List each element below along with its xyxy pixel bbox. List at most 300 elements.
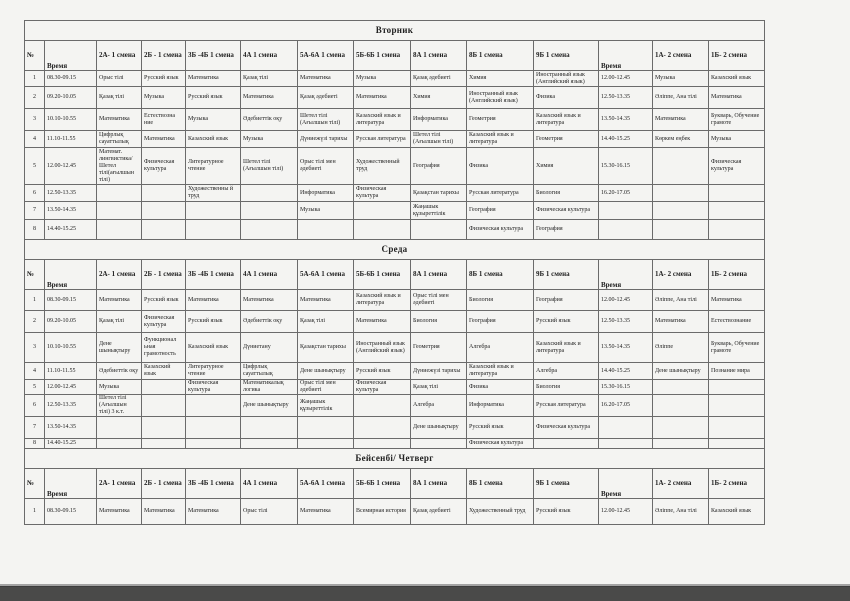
lesson-cell: Математика xyxy=(97,109,142,131)
lesson-cell: Математика xyxy=(298,499,354,525)
lesson-cell: Русский язык xyxy=(354,363,411,380)
lesson-cell: Художественный труд xyxy=(354,148,411,185)
lesson-cell: Музыка xyxy=(709,131,765,148)
header-class: 2Б - 1 смена xyxy=(142,41,186,71)
day-title-row xyxy=(25,449,765,469)
lesson-cell: Физическая культура xyxy=(467,439,534,449)
lesson-cell: Дене шынықтыру xyxy=(97,333,142,363)
lesson-cell: Геометрия xyxy=(534,131,599,148)
lesson-cell: Қазақ тілі xyxy=(411,380,467,395)
lesson-cell: Дене шынықтыру xyxy=(653,363,709,380)
lesson-cell: Цифрлық сауаттылық xyxy=(97,131,142,148)
lesson-cell: Казахский язык и литература xyxy=(467,131,534,148)
lesson-cell: Казахский язык xyxy=(142,363,186,380)
header-class: 2А- 1 смена xyxy=(97,260,142,290)
lesson-cell xyxy=(534,439,599,449)
lesson-cell xyxy=(241,417,298,439)
lesson-cell xyxy=(298,439,354,449)
lesson-cell: Естествознание xyxy=(709,311,765,333)
lesson-cell xyxy=(97,202,142,220)
lesson-cell: Математикалық логика xyxy=(241,380,298,395)
lesson-number: 3 xyxy=(25,109,45,131)
lesson-cell: Иностранный язык (Английский язык) xyxy=(534,71,599,87)
lesson-cell: Әдебиеттік оқу xyxy=(241,311,298,333)
lesson-cell: Химия xyxy=(411,87,467,109)
lesson-cell: Цифрлық сауаттылық xyxy=(241,363,298,380)
lesson-cell: Музыка xyxy=(142,87,186,109)
lesson-time: 15.30-16.15 xyxy=(599,380,653,395)
header-row xyxy=(25,469,765,499)
lesson-cell: Иностранный язык (Английский язык) xyxy=(467,87,534,109)
lesson-cell xyxy=(298,220,354,240)
lesson-cell: Физическая культура xyxy=(186,380,241,395)
lesson-cell: Физическая культура xyxy=(354,380,411,395)
lesson-cell: Музыка xyxy=(298,202,354,220)
lesson-cell: Литературное чтение xyxy=(186,148,241,185)
lesson-row xyxy=(25,395,765,417)
lesson-cell: Орыс тілі мен әдебиеті xyxy=(298,148,354,185)
lesson-cell: Дүниетану xyxy=(241,333,298,363)
lesson-cell: Русский язык xyxy=(186,87,241,109)
lesson-number: 8 xyxy=(25,220,45,240)
header-class: 5Б-6Б 1 смена xyxy=(354,260,411,290)
lesson-cell xyxy=(97,439,142,449)
header-class: 5Б-6Б 1 смена xyxy=(354,469,411,499)
lesson-row xyxy=(25,220,765,240)
lesson-cell xyxy=(653,202,709,220)
lesson-cell: Қазақстан тарихы xyxy=(411,185,467,202)
lesson-cell xyxy=(354,395,411,417)
lesson-row xyxy=(25,439,765,449)
lesson-cell xyxy=(653,417,709,439)
lesson-cell xyxy=(354,439,411,449)
lesson-cell: Физика xyxy=(534,87,599,109)
lesson-cell xyxy=(354,417,411,439)
lesson-cell: Математика xyxy=(186,290,241,311)
lesson-row xyxy=(25,380,765,395)
lesson-cell xyxy=(186,202,241,220)
lesson-cell: Орыс тілі мен әдебиеті xyxy=(298,380,354,395)
lesson-time: 12.00-12.45 xyxy=(599,499,653,525)
lesson-cell: Қазақ тілі xyxy=(298,311,354,333)
lesson-cell xyxy=(411,220,467,240)
lesson-number: 5 xyxy=(25,380,45,395)
lesson-cell: Казахский язык и литература xyxy=(534,333,599,363)
lesson-time: 12.50-13.35 xyxy=(45,185,97,202)
lesson-cell: Математ. лингвистика/ Шетел тілі(ағылшын тілі) xyxy=(97,148,142,185)
lesson-number: 8 xyxy=(25,439,45,449)
lesson-cell: Русский язык xyxy=(534,499,599,525)
lesson-cell xyxy=(709,220,765,240)
header-class: 4А 1 смена xyxy=(241,41,298,71)
lesson-cell: Казахский язык xyxy=(709,499,765,525)
lesson-cell: Дүниежүзі тарихы xyxy=(411,363,467,380)
day-title: Среда xyxy=(25,240,765,260)
lesson-cell xyxy=(653,439,709,449)
lesson-cell xyxy=(97,417,142,439)
lesson-cell: Орыс тілі мен әдебиеті xyxy=(411,290,467,311)
lesson-cell xyxy=(709,202,765,220)
lesson-cell: Физическая культура xyxy=(709,148,765,185)
lesson-cell xyxy=(142,185,186,202)
header-class: 1А- 2 смена xyxy=(653,41,709,71)
lesson-cell: Қазақ тілі xyxy=(97,87,142,109)
lesson-cell: Математика xyxy=(241,290,298,311)
lesson-cell: Русский язык xyxy=(186,311,241,333)
lesson-cell xyxy=(142,417,186,439)
lesson-cell xyxy=(709,185,765,202)
lesson-cell: Информатика xyxy=(411,109,467,131)
header-class: Время xyxy=(599,260,653,290)
lesson-cell xyxy=(186,220,241,240)
lesson-cell xyxy=(97,220,142,240)
header-class: 8А 1 смена xyxy=(411,260,467,290)
lesson-cell: Математика xyxy=(354,87,411,109)
lesson-cell xyxy=(411,439,467,449)
lesson-cell: Қазақ тілі xyxy=(97,311,142,333)
lesson-cell: Букварь, Обучение грамоте xyxy=(709,109,765,131)
lesson-cell xyxy=(653,220,709,240)
lesson-cell: Әдебиеттік оқу xyxy=(241,109,298,131)
lesson-cell: Физическая культура xyxy=(467,220,534,240)
lesson-time: 14.40-15.25 xyxy=(599,131,653,148)
lesson-cell: Физическая культура xyxy=(354,185,411,202)
lesson-cell: Математика xyxy=(97,499,142,525)
lesson-cell: Букварь, Обучение грамоте xyxy=(709,333,765,363)
lesson-time: 13.50-14.35 xyxy=(45,202,97,220)
header-class: 2Б - 1 смена xyxy=(142,469,186,499)
lesson-cell: Қазақ әдебиеті xyxy=(411,499,467,525)
lesson-cell: Иностранный язык (Английский язык) xyxy=(354,333,411,363)
lesson-cell: Математика xyxy=(709,87,765,109)
lesson-time: 16.20-17.05 xyxy=(599,185,653,202)
lesson-number: 3 xyxy=(25,333,45,363)
lesson-cell: Музыка xyxy=(186,109,241,131)
lesson-cell: Математика xyxy=(653,311,709,333)
lesson-cell: Әдебиеттік оқу xyxy=(97,363,142,380)
lesson-cell: Русский язык xyxy=(142,71,186,87)
header-class: 5А-6А 1 смена xyxy=(298,260,354,290)
lesson-cell: Музыка xyxy=(97,380,142,395)
lesson-cell: Казахский язык xyxy=(709,71,765,87)
lesson-cell: Музыка xyxy=(241,131,298,148)
lesson-cell xyxy=(142,439,186,449)
header-num: № xyxy=(25,469,45,499)
header-num: № xyxy=(25,41,45,71)
lesson-cell: Функционал ьная грамотность xyxy=(142,333,186,363)
lesson-cell: Алгебра xyxy=(411,395,467,417)
lesson-cell: Информатика xyxy=(467,395,534,417)
lesson-cell: Қазақстан тарихы xyxy=(298,333,354,363)
day-title: Вторник xyxy=(25,21,765,41)
lesson-cell: Казахский язык xyxy=(186,131,241,148)
lesson-cell: География xyxy=(534,220,599,240)
header-class: 8Б 1 смена xyxy=(467,41,534,71)
header-class: 8Б 1 смена xyxy=(467,260,534,290)
header-class: 8А 1 смена xyxy=(411,41,467,71)
header-class: 4А 1 смена xyxy=(241,260,298,290)
lesson-cell: Дене шынықтыру xyxy=(298,363,354,380)
lesson-cell: Литературное чтение xyxy=(186,363,241,380)
lesson-row xyxy=(25,87,765,109)
header-class: 4А 1 смена xyxy=(241,469,298,499)
header-class: 1Б- 2 смена xyxy=(709,260,765,290)
lesson-cell: Русская литература xyxy=(467,185,534,202)
lesson-cell xyxy=(709,395,765,417)
lesson-number: 6 xyxy=(25,185,45,202)
lesson-cell xyxy=(709,439,765,449)
lesson-time: 12.50-13.35 xyxy=(45,395,97,417)
lesson-time: 09.20-10.05 xyxy=(45,311,97,333)
header-class: Время xyxy=(599,469,653,499)
lesson-cell: Геометрия xyxy=(411,333,467,363)
lesson-cell: Казахский язык и литература xyxy=(467,363,534,380)
lesson-cell: Физическая культура xyxy=(142,148,186,185)
lesson-time: 13.50-14.35 xyxy=(45,417,97,439)
lesson-row xyxy=(25,71,765,87)
lesson-row xyxy=(25,290,765,311)
lesson-cell: Художественны й труд xyxy=(186,185,241,202)
header-class: 5А-6А 1 смена xyxy=(298,469,354,499)
lesson-number: 4 xyxy=(25,131,45,148)
lesson-row xyxy=(25,311,765,333)
lesson-cell: Қазақ әдебиеті xyxy=(298,87,354,109)
lesson-row xyxy=(25,363,765,380)
lesson-cell: Орыс тілі xyxy=(97,71,142,87)
lesson-cell: Дүниежүзі тарихы xyxy=(298,131,354,148)
lesson-cell xyxy=(298,417,354,439)
lesson-cell: Әліппе xyxy=(653,333,709,363)
lesson-cell: Шетел тілі (Ағылшын тілі) xyxy=(241,148,298,185)
lesson-cell: Көркем еңбек xyxy=(653,131,709,148)
lesson-cell: Шетел тілі (Ағылшын тілі) xyxy=(411,131,467,148)
lesson-time: 09.20-10.05 xyxy=(45,87,97,109)
header-num: № xyxy=(25,260,45,290)
header-class: 3Б -4Б 1 смена xyxy=(186,41,241,71)
lesson-cell: Познание мира xyxy=(709,363,765,380)
lesson-cell: Алгебра xyxy=(467,333,534,363)
lesson-cell: Орыс тілі xyxy=(241,499,298,525)
lesson-cell xyxy=(241,185,298,202)
lesson-cell xyxy=(653,380,709,395)
lesson-cell: Русский язык xyxy=(142,290,186,311)
lesson-cell: География xyxy=(467,311,534,333)
lesson-cell: География xyxy=(534,290,599,311)
header-class: 1А- 2 смена xyxy=(653,469,709,499)
header-class: 9Б 1 смена xyxy=(534,41,599,71)
lesson-cell: Шетел тілі (Ағылшын тілі) xyxy=(298,109,354,131)
lesson-cell: Русская литература xyxy=(534,395,599,417)
lesson-time: 08.30-09.15 xyxy=(45,499,97,525)
lesson-cell: Биология xyxy=(411,311,467,333)
lesson-cell xyxy=(354,202,411,220)
lesson-time: 14.40-15.25 xyxy=(45,439,97,449)
lesson-cell xyxy=(142,202,186,220)
lesson-time: 16.20-17.05 xyxy=(599,395,653,417)
lesson-time: 12.50-13.35 xyxy=(599,87,653,109)
lesson-number: 6 xyxy=(25,395,45,417)
lesson-cell xyxy=(653,395,709,417)
header-class: 8А 1 смена xyxy=(411,469,467,499)
lesson-time: 10.10-10.55 xyxy=(45,333,97,363)
lesson-cell: Казахский язык и литература xyxy=(354,290,411,311)
lesson-time: 12.50-13.35 xyxy=(599,311,653,333)
lesson-time: 13.50-14.35 xyxy=(599,333,653,363)
lesson-time: 11.10-11.55 xyxy=(45,131,97,148)
lesson-cell xyxy=(354,220,411,240)
lesson-cell: Музыка xyxy=(354,71,411,87)
lesson-time: 11.10-11.55 xyxy=(45,363,97,380)
lesson-cell xyxy=(653,148,709,185)
header-class: 1Б- 2 смена xyxy=(709,41,765,71)
lesson-cell xyxy=(653,185,709,202)
lesson-row xyxy=(25,417,765,439)
lesson-time: 12.00-12.45 xyxy=(45,380,97,395)
lesson-time xyxy=(599,202,653,220)
lesson-time: 08.30-09.15 xyxy=(45,290,97,311)
lesson-time xyxy=(599,220,653,240)
lesson-time: 14.40-15.25 xyxy=(599,363,653,380)
lesson-cell: Геометрия xyxy=(467,109,534,131)
lesson-row xyxy=(25,131,765,148)
header-row xyxy=(25,260,765,290)
header-time: Время xyxy=(45,260,97,290)
lesson-time: 10.10-10.55 xyxy=(45,109,97,131)
lesson-time: 12.00-12.45 xyxy=(599,71,653,87)
lesson-number: 2 xyxy=(25,87,45,109)
lesson-cell: Химия xyxy=(534,148,599,185)
lesson-cell xyxy=(709,380,765,395)
lesson-cell: Математика xyxy=(241,87,298,109)
lesson-cell: Математика xyxy=(97,290,142,311)
lesson-cell: Естествозна ние xyxy=(142,109,186,131)
lesson-cell: Әліппе, Ана тілі xyxy=(653,290,709,311)
lesson-cell xyxy=(142,220,186,240)
lesson-cell: Математика xyxy=(354,311,411,333)
lesson-cell: Казахский язык и литература xyxy=(534,109,599,131)
lesson-cell: Математика xyxy=(142,131,186,148)
lesson-cell: Русский язык xyxy=(534,311,599,333)
lesson-cell xyxy=(709,417,765,439)
lesson-cell xyxy=(186,417,241,439)
day-title-row xyxy=(25,240,765,260)
lesson-cell: Жаңашык құзыреттілік xyxy=(411,202,467,220)
lesson-cell: Алгебра xyxy=(534,363,599,380)
lesson-number: 1 xyxy=(25,290,45,311)
lesson-cell xyxy=(241,220,298,240)
lesson-row xyxy=(25,333,765,363)
lesson-cell xyxy=(241,439,298,449)
day-title: Бейсенбі/ Четверг xyxy=(25,449,765,469)
header-class: 1Б- 2 смена xyxy=(709,469,765,499)
lesson-cell: Биология xyxy=(534,185,599,202)
lesson-row xyxy=(25,499,765,525)
lesson-number: 7 xyxy=(25,202,45,220)
header-class: 3Б -4Б 1 смена xyxy=(186,469,241,499)
header-class: 9Б 1 смена xyxy=(534,469,599,499)
header-time: Время xyxy=(45,469,97,499)
lesson-cell: Физика xyxy=(467,148,534,185)
header-class: 5А-6А 1 смена xyxy=(298,41,354,71)
header-row xyxy=(25,41,765,71)
lesson-cell: Казахский язык и литература xyxy=(354,109,411,131)
lesson-cell xyxy=(142,380,186,395)
lesson-cell: Жаңашык құзыреттілік xyxy=(298,395,354,417)
header-class: 5Б-6Б 1 смена xyxy=(354,41,411,71)
lesson-cell: География xyxy=(467,202,534,220)
lesson-cell: Физическая культура xyxy=(142,311,186,333)
lesson-time: 12.00-12.45 xyxy=(599,290,653,311)
lesson-cell: Математика xyxy=(298,290,354,311)
lesson-cell: География xyxy=(411,148,467,185)
lesson-cell: Әліппе, Ана тілі xyxy=(653,499,709,525)
lesson-cell: Биология xyxy=(467,290,534,311)
lesson-cell xyxy=(97,185,142,202)
lesson-cell: Информатика xyxy=(298,185,354,202)
lesson-cell: Математика xyxy=(186,499,241,525)
lesson-time: 12.00-12.45 xyxy=(45,148,97,185)
lesson-cell: Всемирная история xyxy=(354,499,411,525)
lesson-row xyxy=(25,185,765,202)
header-class: 2А- 1 смена xyxy=(97,41,142,71)
header-class: 8Б 1 смена xyxy=(467,469,534,499)
lesson-row xyxy=(25,202,765,220)
lesson-cell: Дене шынықтыру xyxy=(411,417,467,439)
lesson-cell: Математика xyxy=(298,71,354,87)
lesson-row xyxy=(25,148,765,185)
lesson-cell xyxy=(186,439,241,449)
lesson-cell: Математика xyxy=(142,499,186,525)
lesson-number: 5 xyxy=(25,148,45,185)
lesson-cell: Русский язык xyxy=(467,417,534,439)
lesson-cell: Қазақ тілі xyxy=(241,71,298,87)
header-class: 2А- 1 смена xyxy=(97,469,142,499)
lesson-cell xyxy=(241,202,298,220)
scan-shadow xyxy=(0,586,850,601)
header-class: Время xyxy=(599,41,653,71)
lesson-time xyxy=(599,417,653,439)
header-class: 3Б -4Б 1 смена xyxy=(186,260,241,290)
lesson-number: 2 xyxy=(25,311,45,333)
lesson-number: 4 xyxy=(25,363,45,380)
header-class: 9Б 1 смена xyxy=(534,260,599,290)
lesson-cell: Әліппе, Ана тілі xyxy=(653,87,709,109)
lesson-cell: Физика xyxy=(467,380,534,395)
lesson-row xyxy=(25,109,765,131)
lesson-cell: Музыка xyxy=(653,71,709,87)
lesson-cell xyxy=(186,395,241,417)
day-title-row xyxy=(25,21,765,41)
lesson-cell: Химия xyxy=(467,71,534,87)
lesson-time: 13.50-14.35 xyxy=(599,109,653,131)
schedule-table xyxy=(24,20,765,525)
lesson-time: 15.30-16.15 xyxy=(599,148,653,185)
lesson-cell: Математика xyxy=(186,71,241,87)
header-time: Время xyxy=(45,41,97,71)
header-class: 2Б - 1 смена xyxy=(142,260,186,290)
lesson-cell: Қазақ әдебиеті xyxy=(411,71,467,87)
header-class: 1А- 2 смена xyxy=(653,260,709,290)
lesson-cell: Шетел тілі (Ағылшын тілі) 3 к.т. xyxy=(97,395,142,417)
lesson-number: 7 xyxy=(25,417,45,439)
lesson-cell: Физическая культура xyxy=(534,417,599,439)
lesson-cell xyxy=(142,395,186,417)
lesson-number: 1 xyxy=(25,499,45,525)
lesson-number: 1 xyxy=(25,71,45,87)
lesson-time: 08.30-09.15 xyxy=(45,71,97,87)
lesson-time xyxy=(599,439,653,449)
lesson-cell: Казахский язык xyxy=(186,333,241,363)
